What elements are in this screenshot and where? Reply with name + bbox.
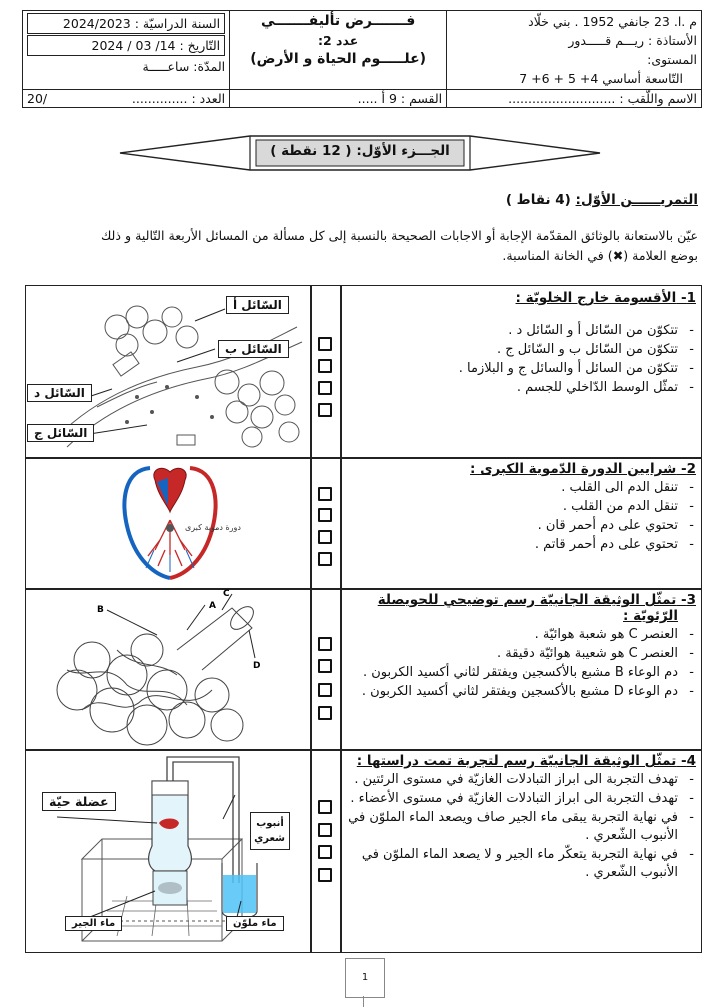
- row-divider-1: [25, 457, 702, 459]
- level-value: التّاسعة أساسي 4+ 5 + 6+ 7: [519, 71, 683, 86]
- q4-label-colored-water: ماء ملوّن: [226, 916, 284, 931]
- school-year: السنة الدراسيّة : 2024/2023: [27, 13, 225, 34]
- q1-label-fluid-d: السّائل د: [27, 384, 92, 402]
- instruction-line-1: عيّن بالاستعانة بالوثائق المقدّمة الإجابة أو الاجابات الصحيحة بالنسبة إلى كل مسألة من المسائل الأربعة التّالية و ذلك: [100, 228, 698, 243]
- q2-option-1: - تنقل الدم الى القلب .: [348, 479, 696, 497]
- q3-checkbox-4[interactable]: [318, 706, 332, 720]
- q3-checkbox-1[interactable]: [318, 637, 332, 651]
- page-number-box: [345, 958, 385, 998]
- header-right-cell: [447, 11, 702, 90]
- q3-figure-alveoli: [27, 590, 309, 748]
- score-number-label: العدد : ..............: [131, 91, 226, 106]
- q4-title: 4- تمثّل الوثيقة الجانبيّة رسم لتجربة تمت دراستها :: [356, 753, 696, 769]
- grid-divider-checkbox: [340, 285, 342, 953]
- q3-title: 3- تمثّل الوثيقة الجانبيّة رسم توضيحي للحويصلة: [377, 592, 696, 608]
- question-3: [348, 592, 696, 702]
- header-left-cell: [23, 11, 230, 90]
- name-cell: [447, 90, 702, 108]
- teacher-name: الأستاذة : ريـــم قـــــدور: [568, 33, 697, 48]
- part-banner: [120, 130, 600, 176]
- q3-number: 3-: [680, 592, 696, 608]
- q4-number: 4-: [680, 753, 696, 769]
- q4-option-1: - تهدف التجربة الى ابراز التبادلات الغازيّة في مستوى الرئتين .: [348, 771, 696, 789]
- section-field: القسم : 9 أ .....: [357, 91, 443, 106]
- exercise-heading: [506, 192, 698, 208]
- name-field: الاسم واللّقب : ...........................: [508, 91, 697, 106]
- q1-option-3: - تتكوّن من السائل أ والسائل ج و البلازما .: [348, 360, 696, 378]
- q4-label-muscle: عضلة حيّة: [42, 792, 116, 811]
- header-center-cell: [230, 11, 447, 90]
- q4-checkbox-1[interactable]: [318, 800, 332, 814]
- q3-option-3: - دم الوعاء B مشبع بالأكسجين ويفتقر لثاني أكسيد الكربون .: [348, 664, 696, 682]
- q3-label-d: D: [253, 661, 261, 671]
- q1-label-fluid-c: السّائل ج: [27, 424, 94, 442]
- part-points: ( 12 نقطة ): [270, 143, 352, 159]
- q2-option-3: - تحتوي على دم أحمر قان .: [348, 517, 696, 535]
- q3-option-4: - دم الوعاء D مشبع بالأكسجين ويفتقر لثاني أكسيد الكربون .: [348, 683, 696, 701]
- q1-option-1: - تتكوّن من السّائل أ و السّائل د .: [348, 322, 696, 340]
- exam-title: فـــــــرض تأليفـــــــي: [260, 13, 416, 29]
- page-number-tick: [363, 996, 364, 1007]
- q2-checkbox-3[interactable]: [318, 530, 332, 544]
- exercise-points: (4 نقاط ): [505, 192, 571, 208]
- q2-option-2: - تنقل الدم من القلب .: [348, 498, 696, 516]
- q2-checkbox-1[interactable]: [318, 487, 332, 501]
- q1-checkbox-1[interactable]: [318, 337, 332, 351]
- q2-title: 2- شرايين الدورة الدّموية الكبرى :: [470, 461, 696, 477]
- q1-checkbox-4[interactable]: [318, 403, 332, 417]
- q4-option-3: - في نهاية التجربة يبقى ماء الجير صاف ويصعد الماء الملوّن في الأنبوب الشّعري .: [348, 809, 696, 845]
- q1-checkbox-3[interactable]: [318, 381, 332, 395]
- q1-label-fluid-b: السّائل ب: [218, 340, 289, 358]
- q2-checkbox-2[interactable]: [318, 508, 332, 522]
- part-label: الجـــزء الأوّل:: [356, 143, 450, 159]
- q4-checkbox-4[interactable]: [318, 868, 332, 882]
- q3-option-1: - العنصر C هو شعبة هوائيّة .: [348, 626, 696, 644]
- q2-figure-caption: دورة دموية كبرى: [185, 523, 241, 532]
- grid-divider-figure: [310, 285, 312, 953]
- q1-label-fluid-a: السّائل أ: [226, 296, 289, 314]
- q3-checkbox-3[interactable]: [318, 683, 332, 697]
- q3-checkbox-2[interactable]: [318, 659, 332, 673]
- q4-option-2: - تهدف التجربة الى ابراز التبادلات الغازيّة في مستوى الأعضاء .: [348, 790, 696, 808]
- q3-label-a: A: [209, 601, 216, 611]
- q3-title-line-2: الرّئويّة :: [623, 608, 678, 624]
- school-name: م .ا. 23 جانفي 1952 . بني خلّاد: [528, 14, 697, 29]
- q2-checkbox-4[interactable]: [318, 552, 332, 566]
- instruction-line-2: بوضع العلامة (✖) في الخانة المناسبة.: [502, 248, 698, 263]
- level-label: المستوى:: [647, 52, 697, 67]
- section-cell: [230, 90, 447, 108]
- q3-option-2: - العنصر C هو شعيبة هوائيّة دقيقة .: [348, 645, 696, 663]
- q1-checkbox-2[interactable]: [318, 359, 332, 373]
- q1-number: 1-: [680, 290, 696, 306]
- question-4: [348, 753, 696, 883]
- part-heading: [260, 143, 460, 159]
- header-table: [22, 10, 702, 108]
- q3-label-b: B: [97, 605, 104, 615]
- score-cell: [23, 90, 230, 108]
- q3-label-c: C: [223, 589, 230, 599]
- q1-title: 1- الأقسومة خارج الخلويّة :: [515, 290, 696, 306]
- subject: (علـــــوم الحياة و الأرض): [250, 51, 427, 67]
- exercise-title: التمريــــــن الأوّل:: [575, 192, 698, 208]
- q4-label-capillary: أنبوب شعري: [250, 812, 290, 850]
- exercise-instruction: [20, 226, 698, 266]
- score-total: /20: [27, 91, 48, 106]
- question-2: [348, 461, 696, 555]
- exam-duration: المدّة: ساعـــــة: [142, 59, 226, 74]
- exam-date: التّاريخ : 14/ 03 / 2024: [27, 35, 225, 56]
- q4-checkbox-3[interactable]: [318, 845, 332, 859]
- exam-number: عدد 2:: [318, 33, 359, 48]
- q2-figure-circulation: [110, 460, 241, 586]
- question-1: [348, 290, 696, 398]
- q4-option-4: - في نهاية التجربة يتعكّر ماء الجير و لا يصعد الماء الملوّن في الأنبوب الشّعري .: [348, 846, 696, 882]
- q1-option-2: - تتكوّن من السّائل ب و السّائل ج .: [348, 341, 696, 359]
- q1-option-4: - تمثّل الوسط الدّاخلي للجسم .: [348, 379, 696, 397]
- q4-checkbox-2[interactable]: [318, 823, 332, 837]
- q2-option-4: - تحتوي على دم أحمر قاتم .: [348, 536, 696, 554]
- q4-label-limewater: ماء الجير: [65, 916, 122, 931]
- page-number: 1: [361, 972, 369, 983]
- q2-number: 2-: [680, 461, 696, 477]
